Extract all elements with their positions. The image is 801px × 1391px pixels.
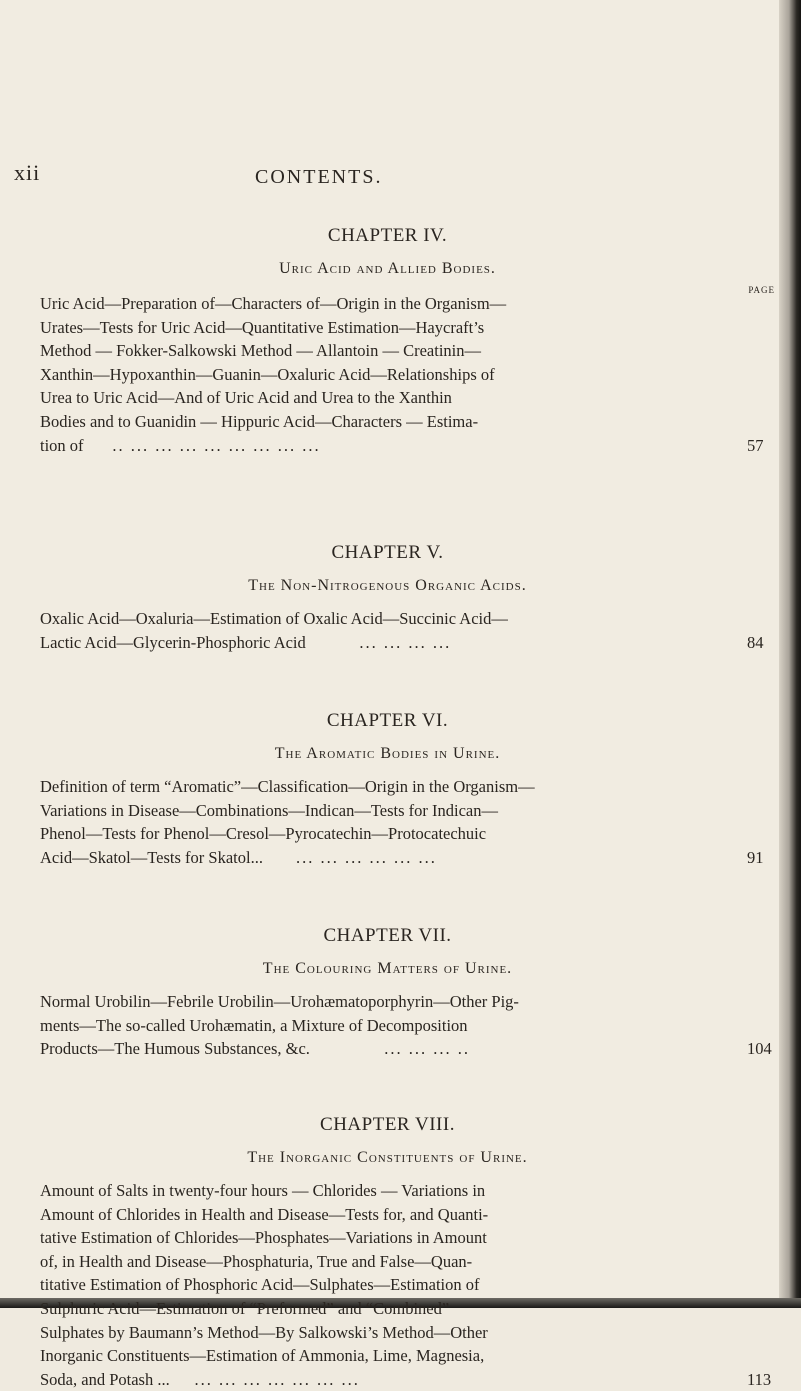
chapter-number: CHAPTER VIII. [320,1114,455,1135]
page-column-label: PAGE [748,285,775,295]
dot-leaders: ... ... ... .. [384,1039,470,1059]
entry-line: Xanthin—Hypoxanthin—Guanin—Oxaluric Acid—Relationships of [40,364,495,384]
chapter-number: CHAPTER VII. [323,925,452,946]
entry-line: Definition of term “Aromatic”—Classification—Origin in the Organism— [40,777,535,796]
entry-line: tion of [40,435,84,455]
entry-line: Normal Urobilin—Febrile Urobilin—Urohæmatoporphyrin—Other Pig- [40,992,519,1011]
running-title: CONTENTS. [255,166,383,188]
entry-line: Uric Acid—Preparation of—Characters of—Origin in the Organism— [40,294,507,313]
chapter-title: The Colouring Matters of Urine. [262,960,513,977]
toc-entry: Normal Urobilin—Febrile Urobilin—Urohæmatoporphyrin—Other Pig- ments—The so-called Urohæmatin, a Mixture of Decomposition Products—The Humous Substances, &c. ... ... ... .. 104 [40,990,775,1061]
chapter-title: Uric Acid and Allied Bodies. [279,260,496,277]
chapter-number: CHAPTER IV. [327,225,448,246]
entry-line: ments—The so-called Urohæmatin, a Mixture of Decomposition [40,1015,468,1035]
dot-leaders: ... ... ... ... ... ... ... [194,1369,360,1389]
toc-entry: Definition of term “Aromatic”—Classification—Origin in the Organism— Variations in Disease—Combinations—Indican—Tests for Indican— Phenol—Tests for Phenol—Cresol—Pyrocatechin—Protocatechuic Acid—Skatol—Tests for Skatol... ... ... ... ... ... ... 91 [40,775,775,869]
toc-entry: Amount of Salts in twenty-four hours — Chlorides — Variations in Amount of Chlorides in Health and Disease—Tests for, and Quanti- tative Estimation of Chlorides—Phosphates—Variations in Amount of, in Health and Disease—Phosphaturia, True and False—Quan- titative Estimation of Phosphoric Acid—Sulphates—Estimation of Sulphuric Acid—Estimation of “Preformed” and “Combined” Sulphates by Baumann’s Method—By Salkowski’s Method—Other Inorganic Constituents—Estimation of Ammonia, Lime, Magnesia, Soda, and Potash ... ... ... ... ... ... ... ... 113 [40,1179,775,1391]
entry-line: tative Estimation of Chlorides—Phosphates—Variations in Amount [40,1228,487,1248]
chapter-vi [40,710,775,869]
entry-line: Inorganic Constituents—Estimation of Ammonia, Lime, Magnesia, [40,1346,485,1366]
chapter-title: The Inorganic Constituents of Urine. [247,1149,528,1166]
entry-line: titative Estimation of Phosphoric Acid—Sulphates—Estimation of [40,1275,480,1295]
entry-line: Bodies and to Guanidin — Hippuric Acid—Characters — Estima- [40,411,479,431]
chapter-title: The Aromatic Bodies in Urine. [274,745,501,762]
dot-leaders: ... ... ... ... [359,632,452,652]
entry-line: Amount of Chlorides in Health and Disease—Tests for, and Quanti- [40,1204,489,1224]
entry-line: Method — Fokker-Salkowski Method — Allantoin — Creatinin— [40,341,482,361]
dot-leaders: .. ... ... ... ... ... ... ... ... [112,435,321,455]
chapter-v [40,542,775,654]
entry-line: Acid—Skatol—Tests for Skatol... [40,847,263,867]
entry-line: Lactic Acid—Glycerin-Phosphoric Acid [40,632,306,652]
entry-line: Oxalic Acid—Oxaluria—Estimation of Oxalic Acid—Succinic Acid— [40,609,508,628]
entry-line: Soda, and Potash ... [40,1369,170,1389]
page-edge-right [779,0,801,1308]
chapter-number: CHAPTER V. [331,542,444,563]
page-header [0,160,801,190]
toc-entry: Oxalic Acid—Oxaluria—Estimation of Oxalic Acid—Succinic Acid— Lactic Acid—Glycerin-Phosphoric Acid ... ... ... ... 84 [40,607,775,654]
chapter-title: The Non-Nitrogenous Organic Acids. [248,577,527,594]
toc-entry: Uric Acid—Preparation of—Characters of—Origin in the Organism— Urates—Tests for Uric Acid—Quantitative Estimation—Haycraft’s Method — Fokker-Salkowski Method — Allantoin — Creatinin— Xanthin—Hypoxanthin—Guanin—Oxaluric Acid—Relationships of Urea to Uric Acid—And of Uric Acid and Urea to the Xanthin Bodies and to Guanidin — Hippuric Acid—Characters — Estima- tion of .. ... ... ... ... ... ... ... ... 57 [40,292,775,457]
entry-line: Variations in Disease—Combinations—Indican—Tests for Indican— [40,800,499,820]
chapter-number: CHAPTER VI. [326,710,449,731]
chapter-viii [40,1114,775,1391]
entry-line: Amount of Salts in twenty-four hours — Chlorides — Variations in [40,1181,486,1200]
dot-leaders: ... ... ... ... ... ... [295,847,437,867]
entry-line: Sulphuric Acid—Estimation of “Preformed” and “Combined” [40,1298,450,1318]
entry-line: Products—The Humous Substances, &c. [40,1039,310,1059]
folio-number: xii [14,160,41,185]
chapter-vii [40,925,775,1061]
chapter-iv [40,225,775,457]
entry-line: Phenol—Tests for Phenol—Cresol—Pyrocatechin—Protocatechuic [40,824,487,844]
entry-line: of, in Health and Disease—Phosphaturia, True and False—Quan- [40,1251,473,1271]
entry-line: Urea to Uric Acid—And of Uric Acid and Urea to the Xanthin [40,388,452,408]
entry-line: Urates—Tests for Uric Acid—Quantitative Estimation—Haycraft’s [40,317,485,337]
entry-line: Sulphates by Baumann’s Method—By Salkowski’s Method—Other [40,1322,488,1342]
